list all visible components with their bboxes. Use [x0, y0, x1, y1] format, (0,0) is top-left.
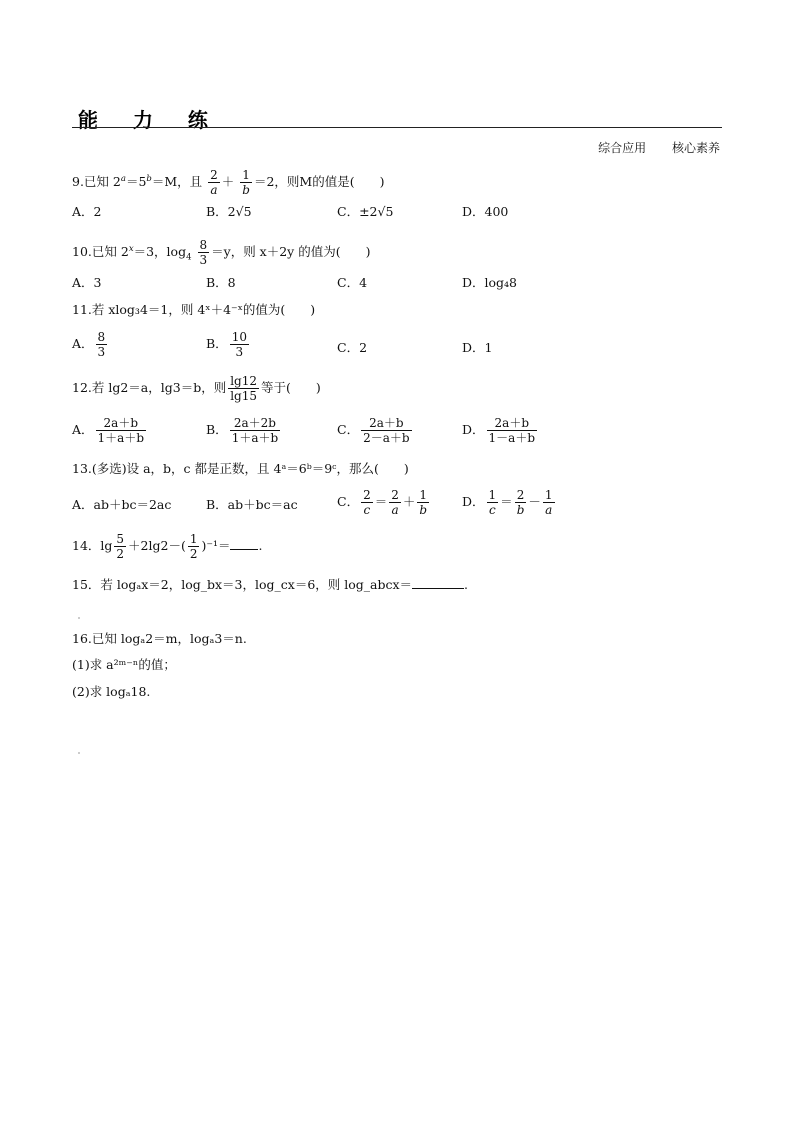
question-13: 13.(多选)设 a，b，c 都是正数，且 4ᵃ＝6ᵇ＝9ᶜ，那么( ) [72, 461, 409, 476]
q14-fraction-2: $\frac{1}{2}$ [189, 532, 198, 561]
q10-option-c: C．4 [337, 275, 368, 290]
question-16-part-2: (2)求 logₐ18. [72, 684, 151, 699]
q11-option-d: D．1 [462, 340, 493, 355]
q9-option-b: B．2√5 [206, 204, 252, 219]
question-16-part-1: (1)求 a²ᵐ⁻ⁿ的值； [72, 657, 176, 672]
q9-fraction-1: $\frac{2}{a}$ [210, 168, 218, 197]
q11-option-a: A． $\frac{8}{3}$ [72, 330, 106, 359]
q10-option-a: A．3 [72, 275, 102, 290]
q12-option-c: C． $\frac{2a+b}{2-a+b}$ [337, 416, 410, 445]
q13-option-d: D． $\frac{1}{c}$ ＝ $\frac{2}{b}$ － $\frac{1}{a}$ [462, 488, 553, 517]
q9-option-a: A．2 [72, 204, 102, 219]
tag-core-literacy: 核心素养 [671, 141, 720, 155]
question-11: 11.若 xlog₃4＝1，则 4ˣ＋4⁻ˣ的值为( ) [72, 302, 316, 317]
heading-rule [72, 127, 722, 128]
q12-option-a: A． $\frac{2a+b}{1+a+b}$ [72, 416, 145, 445]
question-15: 15．若 logₐx＝2，log_bx＝3，log_cx＝6，则 log_abcx＝ . [72, 577, 469, 592]
q9-fraction-2: $\frac{1}{b}$ [242, 168, 250, 197]
q10-fraction: $\frac{8}{3}$ [199, 238, 208, 267]
question-14: 14．lg $\frac{5}{2}$ ＋2lg2－( $\frac{1}{2}$ )⁻¹＝ . [72, 532, 263, 561]
q15-answer-blank[interactable] [412, 588, 464, 589]
q13-option-c: C． $\frac{2}{c}$ ＝ $\frac{2}{a}$ ＋ $\frac{1}{b}$ [337, 488, 428, 517]
page-speck [78, 752, 80, 754]
q12-option-b: B． $\frac{2a+2b}{1+a+b}$ [206, 416, 279, 445]
question-12: 12.若 lg2＝a，lg3＝b，则 $\frac{\lg 12}{\lg 15}$ 等于( ) [72, 374, 321, 403]
section-tags [576, 139, 720, 156]
q12-fraction: $\frac{\lg 12}{\lg 15}$ [230, 374, 258, 403]
q9-option-d: D．400 [462, 204, 509, 219]
q10-option-b: B．8 [206, 275, 236, 290]
page-speck [78, 617, 80, 619]
question-10: 10.已知 $2^x=3$，$\log_4$ $\frac{8}{3}$ ＝y，则 x＋2y 的值为( ) [72, 238, 371, 267]
q11-option-b: B． $\frac{10}{3}$ [206, 330, 247, 359]
section-heading: 能 力 练 [78, 108, 222, 132]
tag-comprehensive: 综合应用 [598, 141, 647, 155]
q14-answer-blank[interactable] [230, 549, 258, 550]
q13-option-a: A．ab＋bc＝2ac [72, 497, 172, 512]
question-9: 9.已知 $2^a=5^b=M$，且 $\frac{2}{a}$ ＋ $\frac{1}{b}$ ＝2，则M的值是( ) [72, 168, 385, 197]
q13-option-b: B．ab＋bc＝ac [206, 497, 298, 512]
question-16: 16.已知 logₐ2＝m，logₐ3＝n. [72, 631, 247, 646]
q9-option-c: C．±2√5 [337, 204, 394, 219]
q11-option-c: C．2 [337, 340, 368, 355]
q10-option-d: D．log₄8 [462, 275, 518, 290]
q12-option-d: D． $\frac{2a+b}{1-a+b}$ [462, 416, 536, 445]
q14-fraction-1: $\frac{5}{2}$ [116, 532, 125, 561]
